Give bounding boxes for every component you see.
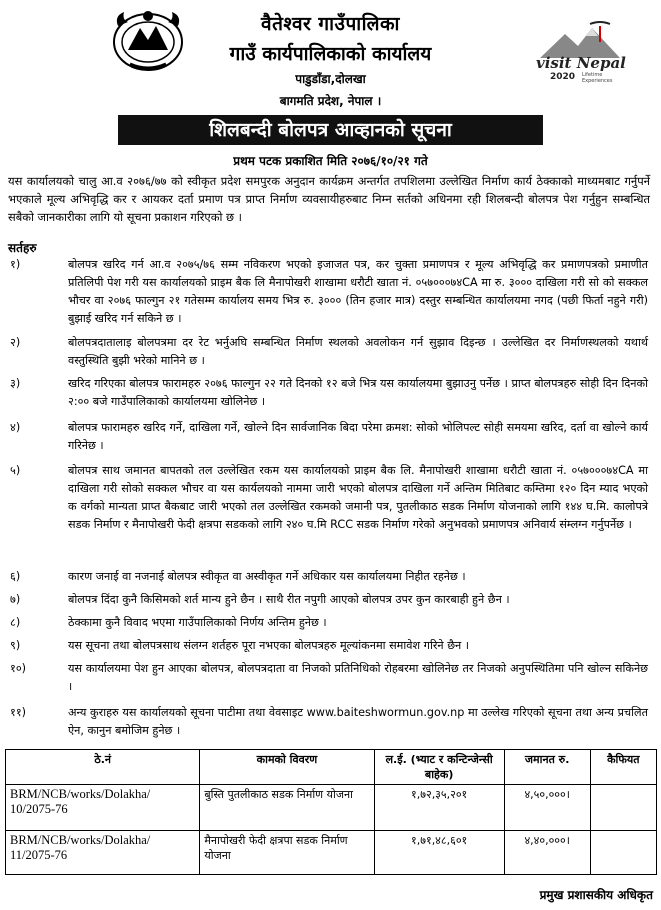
condition-number: १०) bbox=[10, 662, 26, 675]
signatory-title: प्रमुख प्रशासकीय अधिकृत bbox=[539, 888, 653, 902]
condition-number: १) bbox=[10, 258, 21, 271]
cost-estimate: १,७२,३५,२०१ bbox=[374, 785, 504, 831]
column-header: कैफियत bbox=[590, 750, 656, 785]
municipality-name: वैतेश्वर गाउँपालिका bbox=[261, 13, 400, 35]
condition-text: यस सूचना तथा बोलपत्रसाथ संलग्न शर्तहरु पूरा नभएका बोलपत्रहरु मूल्यांकनमा समावेश गरिने छैन । bbox=[68, 639, 470, 652]
condition-number: ४) bbox=[10, 421, 21, 434]
column-header: जमानत रु. bbox=[504, 750, 590, 785]
conditions-heading: सर्तहरु bbox=[8, 241, 37, 255]
condition-number: ७) bbox=[10, 593, 21, 606]
condition-text: अन्य कुराहरु यस कार्यालयको सूचना पाटीमा तथा वेवसाइट www.baiteshwormun.gov.np मा उल्लेख गरिएको सूचना तथा अन्य प्रचलित ऐन, कानुन बमोजिम हुनेछ । bbox=[68, 706, 648, 737]
work-description: बुस्ति पुतलीकाठ सडक निर्माण योजना bbox=[200, 785, 374, 831]
column-header: कामको विवरण bbox=[200, 750, 374, 785]
condition-number: २) bbox=[10, 336, 21, 349]
column-header: ठे.नं bbox=[6, 750, 200, 785]
office-address: पाडुडाँडा,दोलखा bbox=[295, 72, 366, 86]
cost-estimate: १,७१,४८,६०१ bbox=[374, 831, 504, 875]
visit-nepal-logo bbox=[520, 20, 638, 90]
work-description: मैनापोखरी फेदी क्षत्रपा सडक निर्माण योजना bbox=[200, 831, 374, 875]
condition-number: ३) bbox=[10, 377, 21, 390]
logo-subtitle: Lifetime Experiences bbox=[582, 72, 613, 84]
condition-text: बोलपत्र खरिद गर्न आ.व २०७५/७६ सम्म नविकरण भएको इजाजत पत्र, कर चुक्ता प्रमाणपत्र र मूल्य अभिवृद्धि कर प्रमाणपत्रको प्रमाणीत प्रतिलिपी पेश गरी यस कार्यालयको प्राइम बैक लि मैनापोखरी शाखामा धरौटी खाता नं. ०५७०००७४CA मा रु. ३००० दाखिला गरी सो को सक्कल भौचर वा २०७६ फाल्गुन २१ गतेसम्म कार्यालय समय भित्र रु. ३००० (तिन हजार मात्र) दस्तुर सम्बन्धित कार्यालयमा नगद (पछी फिर्ता नहुने गरी) बुझाई खरिद गर्न सकिने छ । bbox=[68, 258, 648, 325]
condition-text: कारण जनाई वा नजनाई बोलपत्र स्वीकृत वा अस्वीकृत गर्ने अधिकार यस कार्यालयमा निहीत रहनेछ । bbox=[68, 570, 466, 583]
notice-title-banner: शिलबन्दी बोलपत्र आव्हानको सूचना bbox=[118, 115, 543, 145]
bid-security: ४,४०,०००। bbox=[504, 831, 590, 875]
condition-number: ९) bbox=[10, 639, 21, 652]
condition-number: ११) bbox=[10, 706, 26, 719]
logo-year: 2020 bbox=[550, 72, 576, 82]
condition-number: ८) bbox=[10, 616, 21, 629]
table-row bbox=[6, 785, 657, 831]
bid-security: ४,५०,०००। bbox=[504, 785, 590, 831]
condition-number: ५) bbox=[10, 464, 21, 477]
publication-date: प्रथम पटक प्रकाशित मिति २०७६/१०/२१ गते bbox=[233, 154, 428, 168]
table-header-row bbox=[6, 750, 657, 785]
table-row bbox=[6, 831, 657, 875]
condition-text: बोलपत्रदातालाइ बोलपत्रमा दर रेट भर्नुअघि सम्बन्धित निर्माण स्थलको अवलोकन गर्न सुझाव दिइन्छ । उल्लेखित दर निर्माणस्थलको यथार्थ वस्तुस्थिति बुझी भरेको मानिने छ । bbox=[68, 336, 648, 367]
condition-text: बोलपत्र दिंदा कुनै किसिमको शर्त मान्य हुने छैन । साथै रीत नपुगी आएको बोलपत्र उपर कुन कारबाही हुने छैन । bbox=[68, 593, 510, 606]
province-address: बागमति प्रदेश, नेपाल । bbox=[279, 94, 382, 108]
logo-main-text: visit Nepal bbox=[536, 54, 626, 72]
condition-text: ठेक्कामा कुनै विवाद भएमा गाउँपालिकाको निर्णय अन्तिम हुनेछ । bbox=[68, 616, 327, 629]
remarks bbox=[590, 831, 656, 875]
condition-text: खरिद गरिएका बोलपत्र फारामहरु २०७६ फाल्गुन २२ गते दिनको १२ बजे भित्र यस कार्यालयमा बुझाउनु पर्नेछ । प्राप्त बोलपत्रहरु सोही दिन दिनको २:०० बजे गाउँपालिकाको कार्यालयमा खोलिनेछ । bbox=[68, 377, 648, 408]
condition-number: ६) bbox=[10, 570, 21, 583]
condition-text: बोलपत्र फारामहरु खरिद गर्ने, दाखिला गर्ने, खोल्ने दिन सार्वजानिक बिदा परेमा क्रमश: सोको भोलिपल्ट सोही समयमा खरिद, दर्ता वा खोल्ने कार्य गरिनेछ । bbox=[68, 421, 648, 452]
condition-text: बोलपत्र साथ जमानत बापतको तल उल्लेखित रकम यस कार्यालयको प्राइम बैक लि. मैनापोखरी शाखामा धरौटी खाता नं. ०५७०००७४CA मा दाखिला गरी सोको सक्कल भौचर वा यस कार्यलयको नाममा जारी भएको बोलपत्र दाखिला गर्ने अन्तिम मितिबाट कम्तिमा १२० दिन म्याद भएको क वर्गको मान्यता प्राप्त बैकबाट जारी भएको तल उल्लेखित रकमको जमानी पत्र, पुतलीकाठ सडक निर्माण योजनाको लागि १४४ घ.मि. कालोपत्रे सडक निर्माण र मैनापोखरी फेदी क्षत्रपा सडकको लागि २४० घ.मि RCC सडक निर्माण गरेको अनुभवको प्रमाणपत्र अनिवार्य संम्लग्न गर्नुपर्नेछ । bbox=[68, 464, 648, 531]
contract-id: BRM/NCB/works/Dolakha/ 10/2075-76 bbox=[6, 785, 200, 831]
condition-text: यस कार्यालयमा पेश हुन आएका बोलपत्र, बोलपत्रदाता वा निजको प्रतिनिधिको रोहबरमा खोलिनेछ तर निजको अनुपस्थितिमा पनि खोल्न सकिनेछ । bbox=[68, 662, 648, 693]
office-name: गाउँ कार्यपालिकाको कार्यालय bbox=[229, 43, 432, 65]
remarks bbox=[590, 785, 656, 831]
intro-paragraph: यस कार्यालयको चालु आ.व २०७६/७७ को स्वीकृत प्रदेश समपुरक अनुदान कार्यक्रम अन्तर्गत तपशिलमा उल्लेखित निर्माण कार्य ठेक्काको माध्यमबाट गर्नुपर्ने भएकाले मूल्य अभिवृद्धि कर र आयकर दर्ता प्रमाण पत्र प्राप्त निर्माण व्यवसायीहरुबाट निम्न सर्तको अधिनमा रही शिलबन्दी बोलपत्र पेश गर्नुहुन सम्बन्धित सबैको जानकारीका लागि यो सूचना प्रकाशन गरिएको छ । bbox=[8, 174, 650, 224]
contracts-table bbox=[5, 749, 657, 875]
column-header: ल.ई. (भ्याट र कन्टिन्जेन्सी बाहेक) bbox=[374, 750, 504, 785]
contract-id: BRM/NCB/works/Dolakha/ 11/2075-76 bbox=[6, 831, 200, 875]
